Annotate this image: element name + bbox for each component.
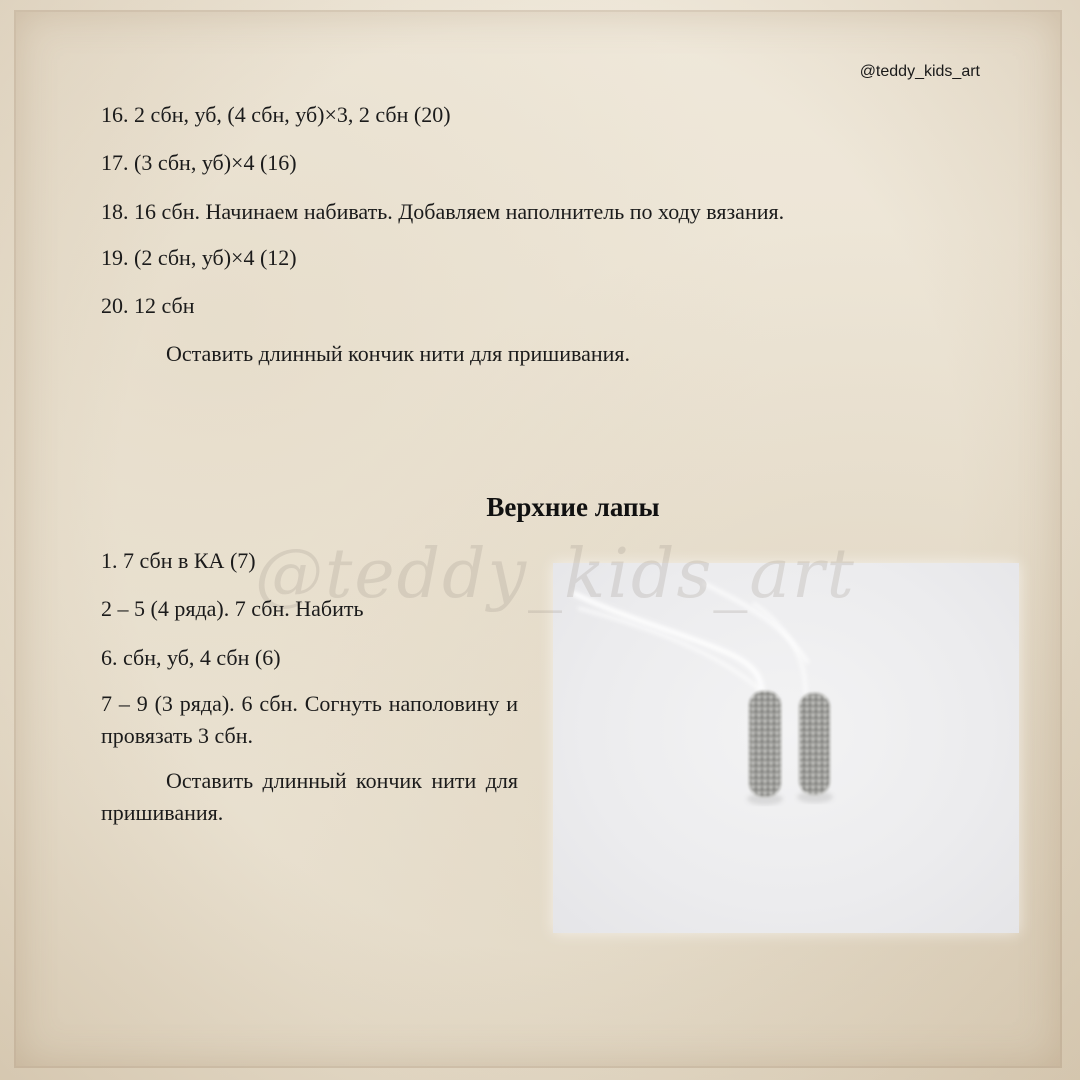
row-20: 20. 12 сбн — [101, 293, 195, 318]
row-17: 17. (3 сбн, уб)×4 (16) — [101, 150, 297, 175]
crochet-paws-image — [553, 563, 1019, 933]
thread-note: Оставить длинный кончик нити для пришивания. — [166, 341, 631, 366]
row-19: 19. (2 сбн, уб)×4 (12) — [101, 245, 297, 270]
paw-row-7-9: 7 – 9 (3 ряда). 6 сбн. Согнуть наполовину и провязать 3 сбн. — [101, 691, 518, 748]
row-16: 16. 2 сбн, уб, (4 сбн, уб)×3, 2 сбн (20) — [101, 102, 451, 127]
author-handle: @teddy_kids_art — [859, 63, 980, 80]
paw-row-1: 1. 7 сбн в КА (7) — [101, 548, 256, 573]
paw-row-6: 6. сбн, уб, 4 сбн (6) — [101, 645, 281, 670]
paw-row-2-5: 2 – 5 (4 ряда). 7 сбн. Набить — [101, 596, 364, 621]
paws-photo — [553, 563, 1019, 933]
left-paw — [749, 691, 781, 797]
paw-thread-note: Оставить длинный кончик нити для пришивания. — [101, 768, 518, 825]
watermark-text: @teddy_kids_art — [255, 535, 856, 614]
right-paw — [799, 693, 830, 795]
section-title: Верхние лапы — [486, 492, 660, 522]
row-18: 18. 16 сбн. Начинаем набивать. Добавляем наполнитель по ходу вязания. — [101, 199, 785, 224]
